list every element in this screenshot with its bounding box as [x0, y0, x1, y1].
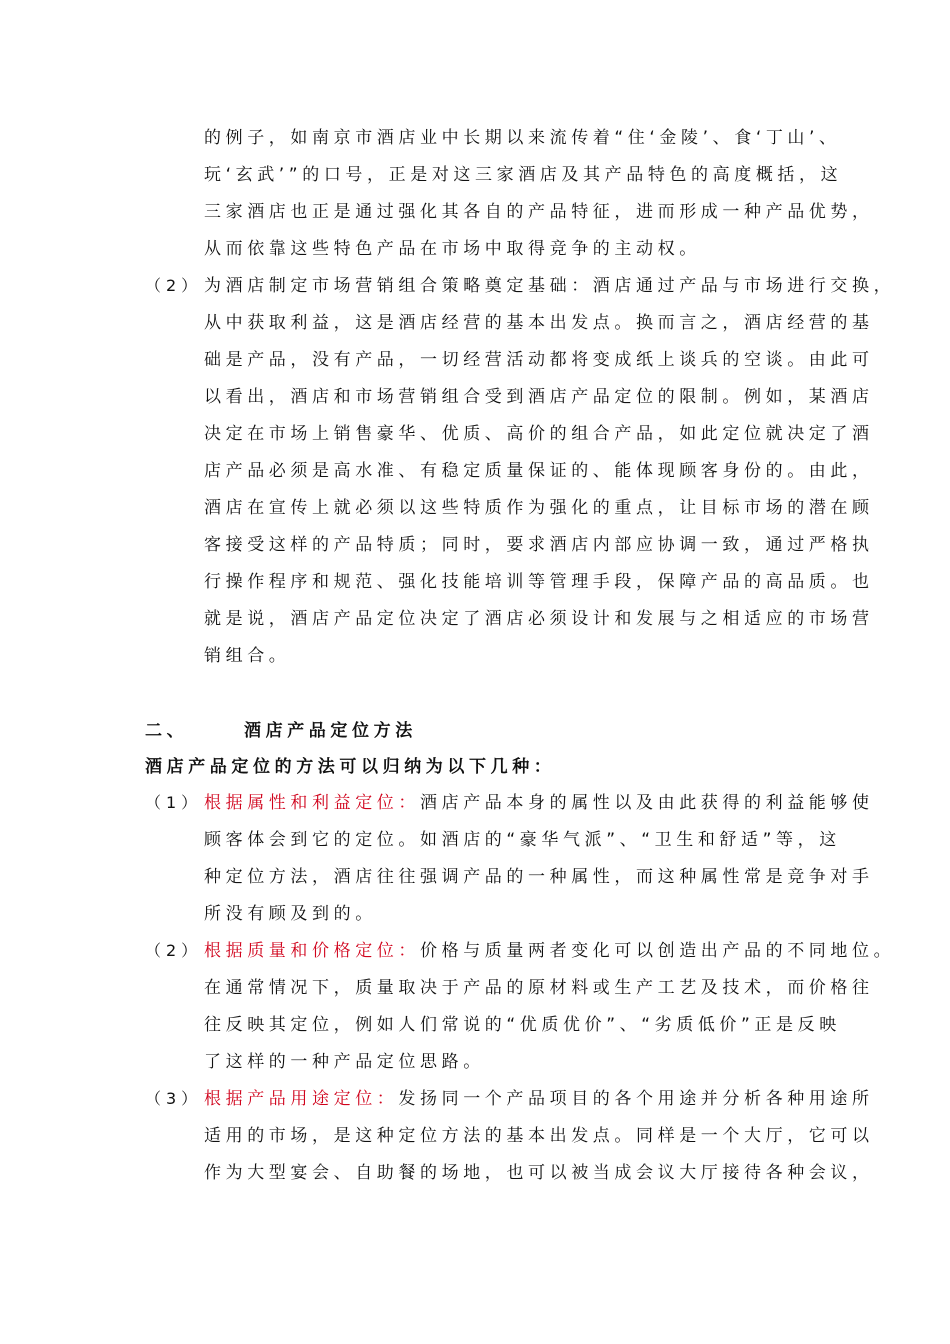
item-number: （2）: [145, 276, 203, 295]
item-number: （1）: [145, 793, 203, 812]
paragraph-line: 从中获取利益，这是酒店经营的基本出发点。换而言之，酒店经营的基: [204, 313, 874, 333]
paragraph-line: 从而依靠这些特色产品在市场中取得竞争的主动权。: [204, 239, 701, 259]
paragraph-line: 础是产品，没有产品，一切经营活动都将变成纸上谈兵的空谈。由此可: [204, 350, 874, 370]
method-heading: 根据属性和利益定位：: [204, 793, 420, 813]
paragraph-line: 销组合。: [204, 646, 291, 666]
section-title: 酒店产品定位方法: [244, 721, 417, 741]
paragraph-line: 玩‘玄武’”的口号，正是对这三家酒店及其产品特色的高度概括，这: [204, 165, 843, 185]
method-first-line: [204, 792, 874, 814]
paragraph-line: 店产品必须是高水准、有稳定质量保证的、能体现顾客身份的。由此，: [204, 461, 874, 481]
paragraph-line: 顾客体会到它的定位。如酒店的“豪华气派”、“卫生和舒适”等，这: [204, 830, 841, 850]
method-text: 价格与质量两者变化可以创造出产品的不同地位。: [420, 941, 896, 961]
paragraph-line: 为酒店制定市场营销组合策略奠定基础：酒店通过产品与市场进行交换，: [204, 276, 896, 296]
paragraph-line: 了这样的一种产品定位思路。: [204, 1052, 485, 1072]
method-text: 酒店产品本身的属性以及由此获得的利益能够使: [420, 793, 874, 813]
method-first-line: [204, 940, 895, 962]
section-intro: 酒店产品定位的方法可以归纳为以下几种：: [145, 757, 556, 777]
paragraph-line: 三家酒店也正是通过强化其各自的产品特征，进而形成一种产品优势，: [204, 202, 874, 222]
method-heading: 根据产品用途定位：: [204, 1089, 399, 1109]
paragraph-line: 种定位方法，酒店往往强调产品的一种属性，而这种属性常是竞争对手: [204, 867, 874, 887]
item-number: （2）: [145, 941, 203, 960]
paragraph-line: 酒店在宣传上就必须以这些特质作为强化的重点，让目标市场的潜在顾: [204, 498, 874, 518]
method-text: 发扬同一个产品项目的各个用途并分析各种用途所: [398, 1089, 874, 1109]
paragraph-line: 决定在市场上销售豪华、优质、高价的组合产品，如此定位就决定了酒: [204, 424, 874, 444]
paragraph-line: 在通常情况下，质量取决于产品的原材料或生产工艺及技术，而价格往: [204, 978, 874, 998]
paragraph-line: 就是说，酒店产品定位决定了酒店必须设计和发展与之相适应的市场营: [204, 609, 874, 629]
paragraph-line: 所没有顾及到的。: [204, 904, 377, 924]
section-number: 二、: [145, 721, 189, 741]
paragraph-line: 行操作程序和规范、强化技能培训等管理手段，保障产品的高品质。也: [204, 572, 874, 592]
paragraph-line: 的例子，如南京市酒店业中长期以来流传着“住‘金陵’、食‘丁山’、: [204, 128, 841, 148]
paragraph-line: 作为大型宴会、自助餐的场地，也可以被当成会议大厅接待各种会议，: [204, 1163, 874, 1183]
paragraph-line: 以看出，酒店和市场营销组合受到酒店产品定位的限制。例如，某酒店: [204, 387, 874, 407]
paragraph-line: 客接受这样的产品特质；同时，要求酒店内部应协调一致，通过严格执: [204, 535, 874, 555]
paragraph-line: 往反映其定位，例如人们常说的“优质优价”、“劣质低价”正是反映: [204, 1015, 841, 1035]
item-number: （3）: [145, 1089, 203, 1108]
paragraph-line: 适用的市场，是这种定位方法的基本出发点。同样是一个大厅，它可以: [204, 1126, 874, 1146]
method-heading: 根据质量和价格定位：: [204, 941, 420, 961]
method-first-line: [204, 1088, 874, 1110]
